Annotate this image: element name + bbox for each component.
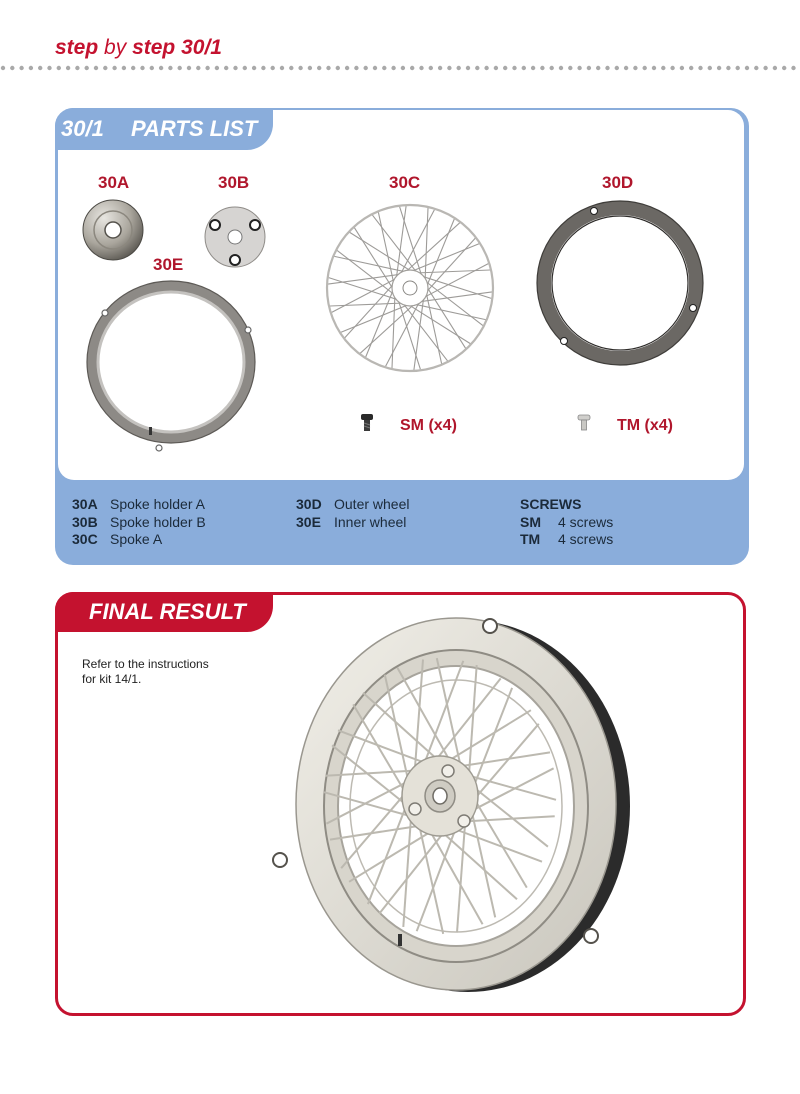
- legend-code: 30A: [72, 496, 98, 512]
- parts-list-title: PARTS LIST: [131, 116, 258, 141]
- legend-code: 30E: [296, 513, 321, 530]
- legend-row: [520, 531, 613, 549]
- label-30d: 30D: [602, 173, 634, 192]
- final-note-line-2: for kit 14/1.: [82, 672, 142, 686]
- screw-tm-icon: [577, 414, 591, 432]
- legend-row: [72, 514, 206, 532]
- header-by: by: [104, 36, 127, 59]
- legend-column-1: [72, 496, 206, 549]
- legend-row: [72, 531, 206, 549]
- spoke-holder-a-image: [80, 197, 146, 263]
- legend-code: SM: [520, 513, 541, 530]
- spoke-holder-b-image: [200, 205, 270, 269]
- final-result-tab: [55, 592, 273, 632]
- screw-sm-icon: [359, 413, 375, 433]
- label-30c: 30C: [389, 173, 421, 192]
- label-30e: 30E: [153, 255, 184, 274]
- parts-list-number: 30/1: [61, 116, 104, 141]
- legend-name: Spoke holder B: [110, 513, 206, 530]
- legend-name: 4 screws: [558, 513, 614, 530]
- parts-list-tab: [55, 108, 273, 150]
- final-result-title: FINAL RESULT: [89, 599, 246, 624]
- outer-wheel-image: [533, 198, 708, 373]
- legend-name: Inner wheel: [334, 513, 407, 530]
- label-sm: SM (x4): [400, 417, 457, 434]
- legend-name: Spoke holder A: [110, 496, 205, 512]
- legend-column-2: [296, 496, 409, 531]
- label-tm: TM (x4): [617, 417, 673, 434]
- label-30b: 30B: [218, 173, 250, 192]
- header-step: step: [55, 36, 99, 59]
- final-note-line-1: Refer to the instructions: [82, 657, 209, 671]
- legend-screws: [520, 496, 613, 549]
- final-result-note: [82, 657, 209, 687]
- legend-code: TM: [520, 531, 541, 547]
- page-header: [55, 36, 222, 60]
- label-30a: 30A: [98, 173, 130, 192]
- legend-name: 4 screws: [558, 531, 614, 547]
- header-number: 30/1: [181, 36, 222, 59]
- legend-row: [296, 514, 409, 532]
- spoke-a-image: [320, 200, 500, 380]
- legend-name: Spoke A: [110, 531, 163, 547]
- legend-row: [520, 514, 613, 532]
- assembled-wheel-image: [268, 606, 648, 1011]
- legend-screws-title: SCREWS: [520, 496, 582, 512]
- dotted-divider: [0, 62, 800, 74]
- legend-row: [296, 496, 409, 514]
- legend-code: 30D: [296, 496, 322, 512]
- legend-row: [72, 496, 206, 514]
- inner-wheel-image: [85, 280, 260, 455]
- legend-name: Outer wheel: [334, 496, 410, 512]
- header-step-2: step: [132, 36, 176, 59]
- legend-code: 30B: [72, 513, 98, 530]
- legend-code: 30C: [72, 531, 98, 547]
